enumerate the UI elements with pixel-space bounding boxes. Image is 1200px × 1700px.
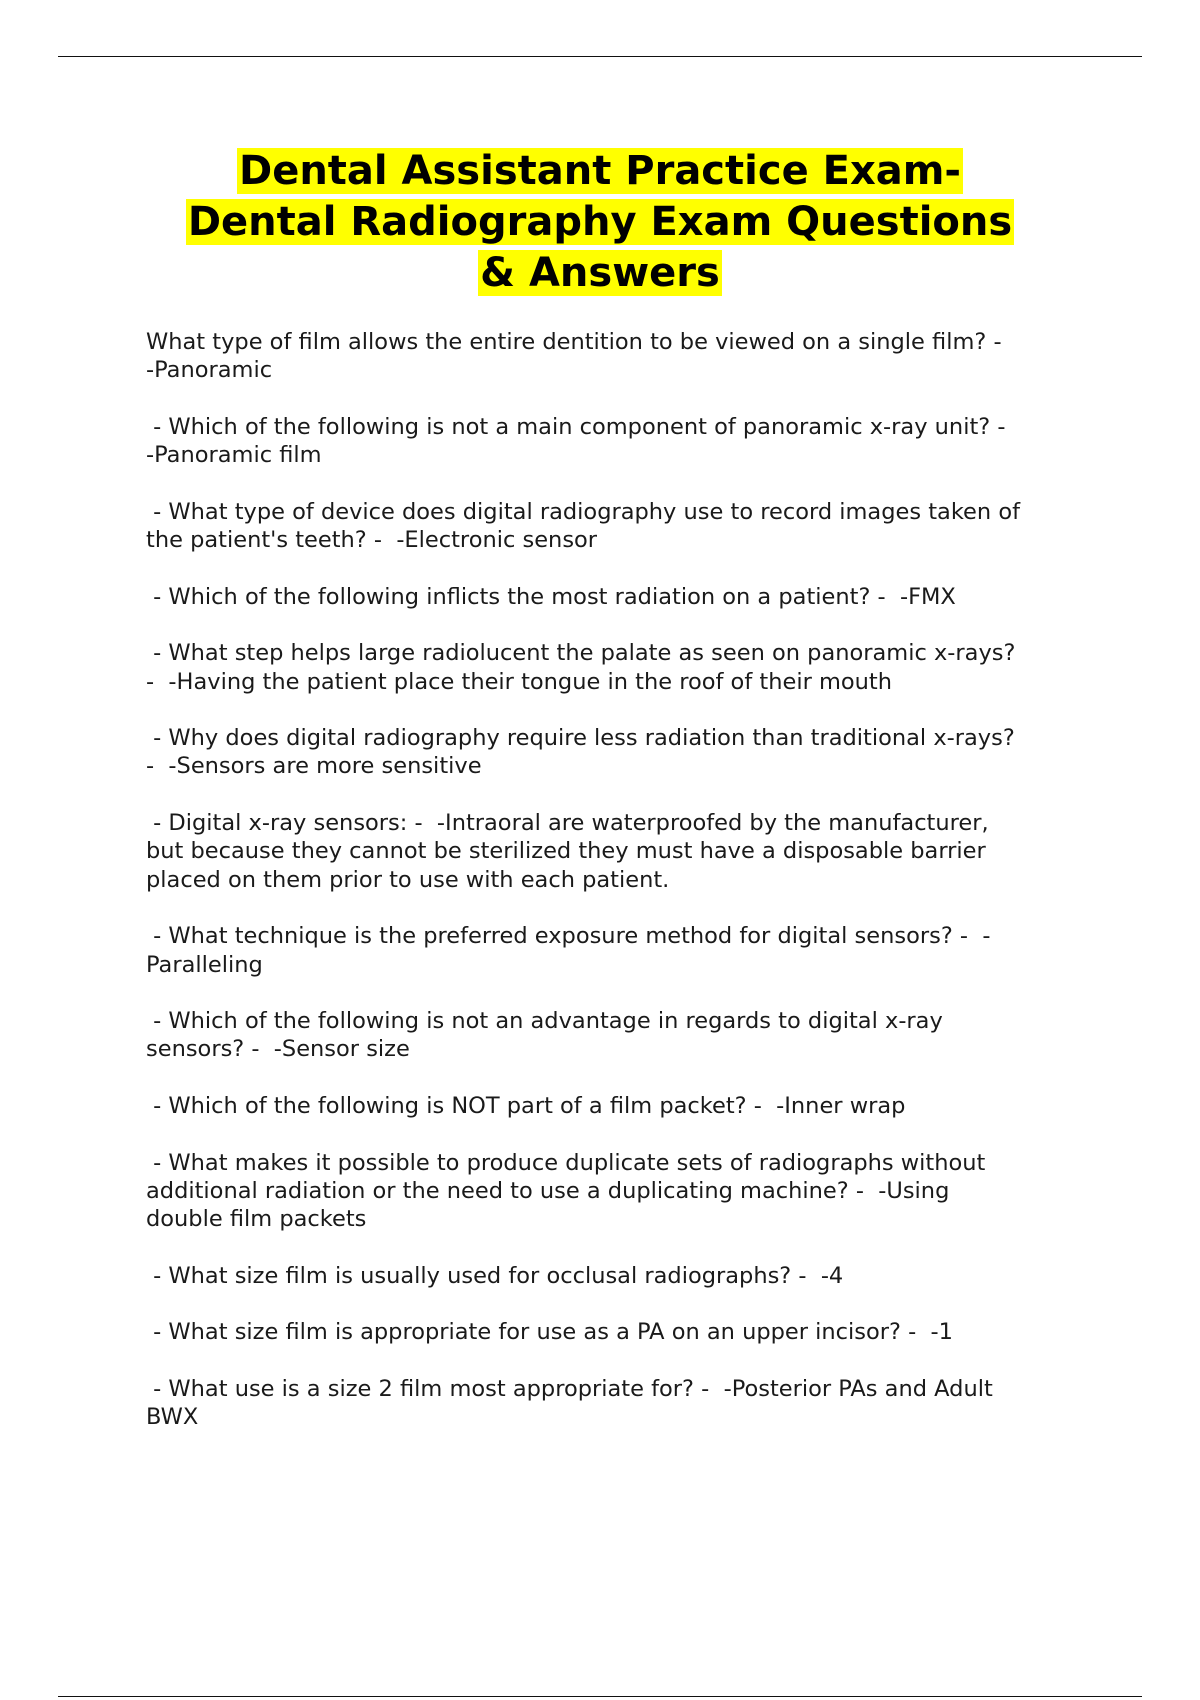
question-answer-list — [146, 328, 1096, 1460]
qa-item: - What technique is the preferred exposure method for digital sensors? - - Paralleling — [146, 923, 991, 978]
qa-item: - Which of the following is not a main component of panoramic x-ray unit? - -Panoramic film — [146, 413, 1006, 469]
qa-item: - Which of the following is not an advantage in regards to digital x-ray sensors? - -Sensor size — [146, 1008, 943, 1063]
title-highlight-1: Dental Assistant Practice Exam- — [238, 148, 962, 194]
qa-item: - What step helps large radiolucent the palate as seen on panoramic x-rays? - -Having the patient place their tongue in the roof of their mouth — [146, 640, 1016, 695]
qa-item: - What type of device does digital radiography use to record images taken of the patient's teeth? - -Electronic sensor — [146, 498, 1020, 554]
title-line-3 — [110, 248, 1090, 299]
qa-item: - What makes it possible to produce duplicate sets of radiographs without additional radiation or the need to use a duplicating machine? - -Using double film packets — [146, 1149, 986, 1233]
qa-item: - What size film is appropriate for use as a PA on an upper incisor? - -1 — [146, 1319, 953, 1346]
qa-item: - What use is a size 2 film most appropriate for? - -Posterior PAs and Adult BWX — [146, 1375, 993, 1431]
qa-item: What type of film allows the entire dentition to be viewed on a single film? - -Panoramic — [146, 329, 1002, 384]
bottom-divider — [58, 1696, 1142, 1697]
title-highlight-3: & Answers — [480, 250, 720, 296]
qa-item: - Which of the following inflicts the most radiation on a patient? - -FMX — [146, 583, 956, 610]
qa-item: - Why does digital radiography require less radiation than traditional x-rays? - -Sensors are more sensitive — [146, 725, 1015, 780]
title-line-1 — [110, 146, 1090, 197]
qa-item: - Digital x-ray sensors: - -Intraoral are waterproofed by the manufacturer, but because they cannot be sterilized they must have a disposable barrier placed on them prior to use with each patient. — [146, 810, 989, 893]
top-divider — [58, 56, 1142, 57]
title-highlight-2: Dental Radiography Exam Questions — [187, 199, 1013, 245]
qa-item: - Which of the following is NOT part of a film packet? - -Inner wrap — [146, 1093, 906, 1120]
qa-item: - What size film is usually used for occlusal radiographs? - -4 — [146, 1262, 844, 1289]
document-title — [110, 146, 1090, 299]
title-line-2 — [110, 197, 1090, 248]
